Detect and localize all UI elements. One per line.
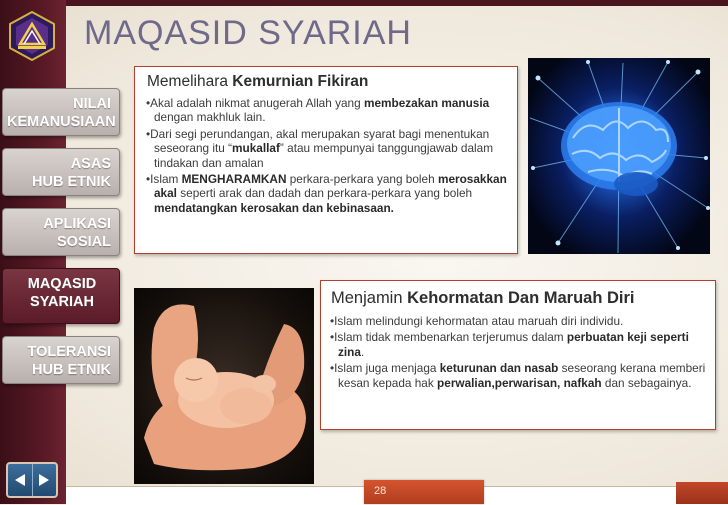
sidebar-item-label: MAQASID SYARIAH	[27, 276, 97, 310]
arrow-right-icon	[37, 472, 51, 488]
slide-title: MAQASID SYARIAH	[84, 14, 412, 52]
bullet-item: •Islam melindungi kehormatan atau maruah diri individu.	[330, 314, 624, 328]
footer-corner-accent	[676, 482, 728, 504]
sidebar-item-label: TOLERANSI HUB ETNIK	[27, 344, 111, 378]
baby-in-hands-image	[134, 288, 314, 484]
previous-slide-button[interactable]	[8, 464, 32, 496]
bold-text: MENGHARAMKAN	[181, 172, 287, 187]
bullet-list	[327, 314, 709, 390]
bullet-list	[143, 96, 509, 215]
bold-text: perbuatan keji seperti zina	[338, 330, 689, 359]
sidebar-item-label: APLIKASI SOSIAL	[43, 216, 111, 250]
panel-kehormatan-maruah	[320, 280, 716, 430]
bold-text: merosakkan akal	[154, 172, 507, 201]
heading-normal-text: Menjamin	[331, 289, 408, 307]
brain-illustration	[528, 58, 710, 254]
bold-text: keturunan dan nasab	[439, 361, 559, 376]
next-slide-button[interactable]	[32, 464, 57, 496]
top-band	[0, 0, 728, 6]
heading-bold-text: Kemurnian Fikiran	[232, 73, 369, 90]
page-number: 28	[374, 485, 387, 497]
bold-text: perwalian,perwarisan, nafkah	[437, 375, 602, 390]
bold-text: mukallaf	[232, 141, 280, 156]
baby-illustration	[134, 288, 314, 484]
sidebar-item-maqasid-syariah[interactable]	[2, 268, 120, 324]
slide-navigation	[6, 462, 58, 498]
sidebar-item-asas-hub-etnik[interactable]	[2, 148, 120, 196]
sidebar-item-label: ASAS HUB ETNIK	[32, 156, 111, 190]
bullet-item: •Dari segi perundangan, akal merupakan syarat bagi menentukan seseorang itu “mukallaf” atau mempunyai tanggungjawab dalam tindakan dan amalan	[146, 126, 494, 170]
bold-text: membezakan manusia	[363, 96, 490, 110]
bullet-item: •Islam MENGHARAMKAN perkara-perkara yang boleh merosakkan akal seperti arak dan dadah dan perkara-perkara yang boleh mendatangkan kerosakan dan kebinasaan.	[146, 172, 507, 215]
sidebar-item-toleransi-hub-etnik[interactable]	[2, 336, 120, 384]
heading-bold-text: Kehormatan Dan Maruah Diri	[407, 289, 635, 307]
bold-text: mendatangkan kerosakan dan kebinasaan.	[154, 200, 394, 215]
brain-neurons-image	[528, 58, 710, 254]
panel-heading	[331, 289, 709, 308]
page-number-box	[364, 480, 484, 504]
bullet-item: •Islam tidak membenarkan terjerumus dalam perbuatan keji seperti zina.	[330, 330, 689, 359]
bullet-item: •Islam juga menjaga keturunan dan nasab seseorang kerana memberi kesan kepada hak perwalian,perwarisan, nafkah dan sebagainya.	[330, 361, 706, 390]
bullet-item: •Akal adalah nikmat anugerah Allah yang membezakan manusia dengan makhluk lain.	[146, 96, 490, 125]
panel-heading	[147, 73, 509, 91]
university-crest-logo	[6, 10, 58, 62]
arrow-left-icon	[13, 472, 27, 488]
sidebar-item-label: NILAI KEMANUSIAAN	[7, 96, 116, 130]
panel-kemurnian-fikiran	[134, 66, 518, 254]
sidebar-item-nilai-kemanusiaan[interactable]	[2, 88, 120, 136]
sidebar-item-aplikasi-sosial[interactable]	[2, 208, 120, 256]
heading-normal-text: Memelihara	[147, 73, 233, 90]
